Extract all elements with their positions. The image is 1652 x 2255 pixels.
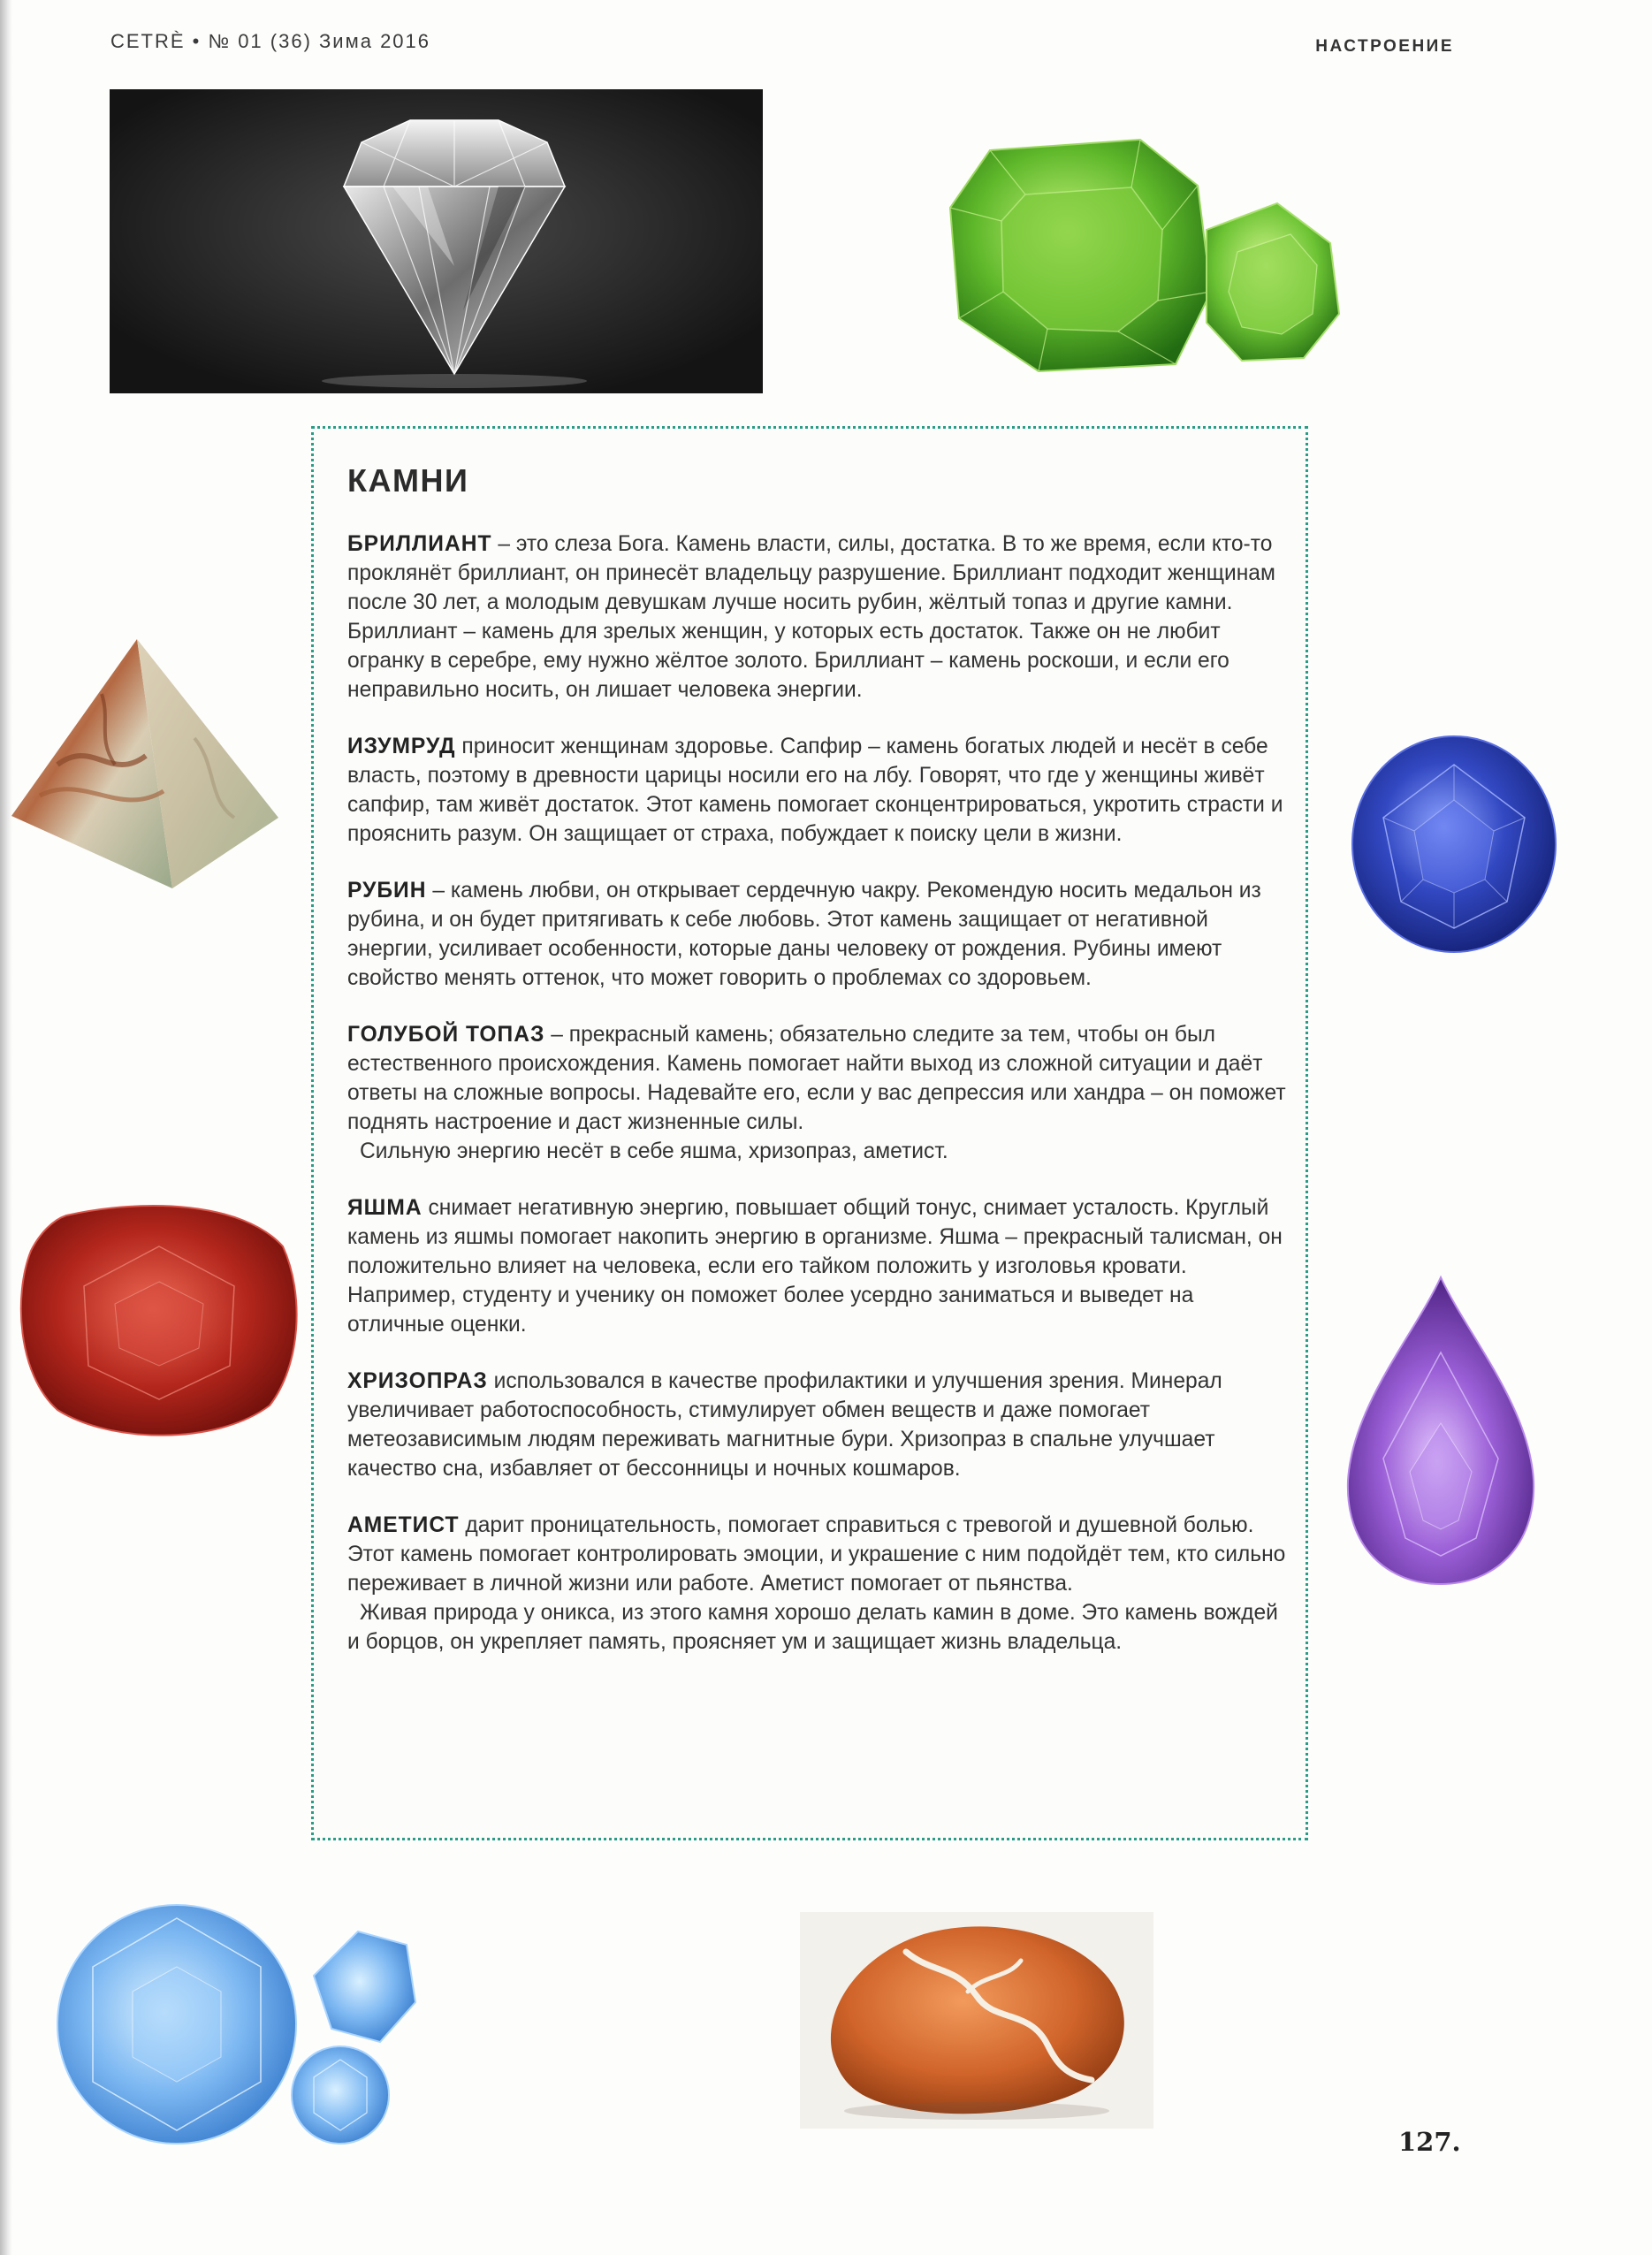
term-amethyst: АМЕТИСТ <box>347 1513 460 1537</box>
violet-amethyst-photo <box>1335 1273 1547 1591</box>
article-title: КАМНИ <box>347 462 469 499</box>
article-stones <box>311 426 1308 1840</box>
paragraph-emerald <box>347 732 1288 849</box>
text-emerald: приносит женщинам здоровье. Сапфир – камень богатых людей и несёт в себе власть, поэтому в древности царицы носили его на лбу. Говорят, что где у женщины живёт сапфир, там живёт достаток. Этот камень помогает сконцентрироваться, укротить страсти и прояснить разум. Он защищает от страха, побуждает к поиску цели в жизни. <box>347 735 1283 846</box>
text-chrysoprase: использовался в качестве профилактики и улучшения зрения. Минерал увеличивает работоспособность, стимулирует обмен веществ и даже помогает метеозависимым людям переживать магнитные бури. Хризопраз в спальне улучшает качество сна, избавляет от бессонницы и ночных кошмаров. <box>347 1369 1222 1481</box>
term-brilliant: БРИЛЛИАНТ <box>347 532 492 556</box>
text-brilliant: – это слеза Бога. Камень власти, силы, достатка. В то же время, если кто-то проклянёт бриллиант, он принесёт владельцу разрушение. Бриллиант подходит женщинам после 30 лет, а молодым девушкам лучше носить рубин, жёлтый топаз и другие камни. Бриллиант – камень для зрелых женщин, у которых есть достаток. Также он не любит огранку в серебре, ему нужно жёлтое золото. Бриллиант – камень роскоши, и если его неправильно носить, он лишает человека энергии. <box>347 532 1275 702</box>
term-ruby: РУБИН <box>347 879 427 903</box>
blue-topaz-photo <box>53 1878 424 2170</box>
paragraph-chrysoprase <box>347 1367 1288 1483</box>
text-ruby: – камень любви, он открывает сердечную чакру. Рекомендую носить медальон из рубина, и он будет притягивать к себе любовь. Этот камень защищает от негативной энергии, усиливает особенности, которые даны человеку от рождения. Рубины имеют свойство менять оттенок, что может говорить о проблемах со здоровьем. <box>347 879 1261 990</box>
page-number: 127. <box>1398 2127 1461 2157</box>
green-emerald-photo <box>941 133 1366 411</box>
red-ruby-photo <box>13 1198 305 1445</box>
term-jasper: ЯШМА <box>347 1196 423 1220</box>
diamond-photo <box>110 89 763 393</box>
term-chrysoprase: ХРИЗОПРАЗ <box>347 1369 488 1393</box>
paragraph-blue-topaz <box>347 1020 1288 1166</box>
text-jasper: снимает негативную энергию, повышает общий тонус, снимает усталость. Круглый камень из яшмы помогает накопить энергию в организме. Яшма – прекрасный талисман, он положительно влияет на человека, если его тайком положить у изголовья кровати. Например, студенту и ученику он поможет более усердно заниматься и выведет на отличные оценки. <box>347 1196 1283 1337</box>
paragraph-amethyst <box>347 1511 1288 1657</box>
text-onyx: Живая природа у оникса, из этого камня хорошо делать камин в доме. Это камень вождей и борцов, он укрепляет память, проясняет ум и защищает жизнь владельца. <box>347 1601 1278 1654</box>
jasper-pebble-photo <box>800 1912 1153 2129</box>
paragraph-jasper <box>347 1193 1288 1339</box>
paragraph-brilliant <box>347 529 1288 705</box>
text-amethyst: дарит проницательность, помогает справиться с тревогой и душевной болью. Этот камень помогает контролировать эмоции, и украшение с ним подойдёт тем, кто сильно переживает в личной жизни или работе. Аметист помогает от пьянства. <box>347 1513 1286 1596</box>
section-header: НАСТРОЕНИЕ <box>1315 37 1454 56</box>
blue-sapphire-photo <box>1344 734 1564 955</box>
paragraph-ruby <box>347 876 1288 993</box>
page-binding-shadow <box>0 0 12 2255</box>
onyx-pyramid-photo <box>4 632 287 897</box>
text-blue-topaz: – прекрасный камень; обязательно следите за тем, чтобы он был естественного происхождения. Камень помогает найти выход из сложной ситуации и даёт ответы на сложные вопросы. Надевайте его, если у вас депрессия или хандра – он поможет поднять настроение и даст жизненные силы. <box>347 1023 1286 1134</box>
publication-header: CETRÈ • № 01 (36) Зима 2016 <box>110 30 431 52</box>
term-emerald: ИЗУМРУД <box>347 735 456 758</box>
text-energy-note: Сильную энергию несёт в себе яшма, хризопраз, аметист. <box>360 1139 948 1163</box>
term-blue-topaz: ГОЛУБОЙ ТОПАЗ <box>347 1023 545 1047</box>
